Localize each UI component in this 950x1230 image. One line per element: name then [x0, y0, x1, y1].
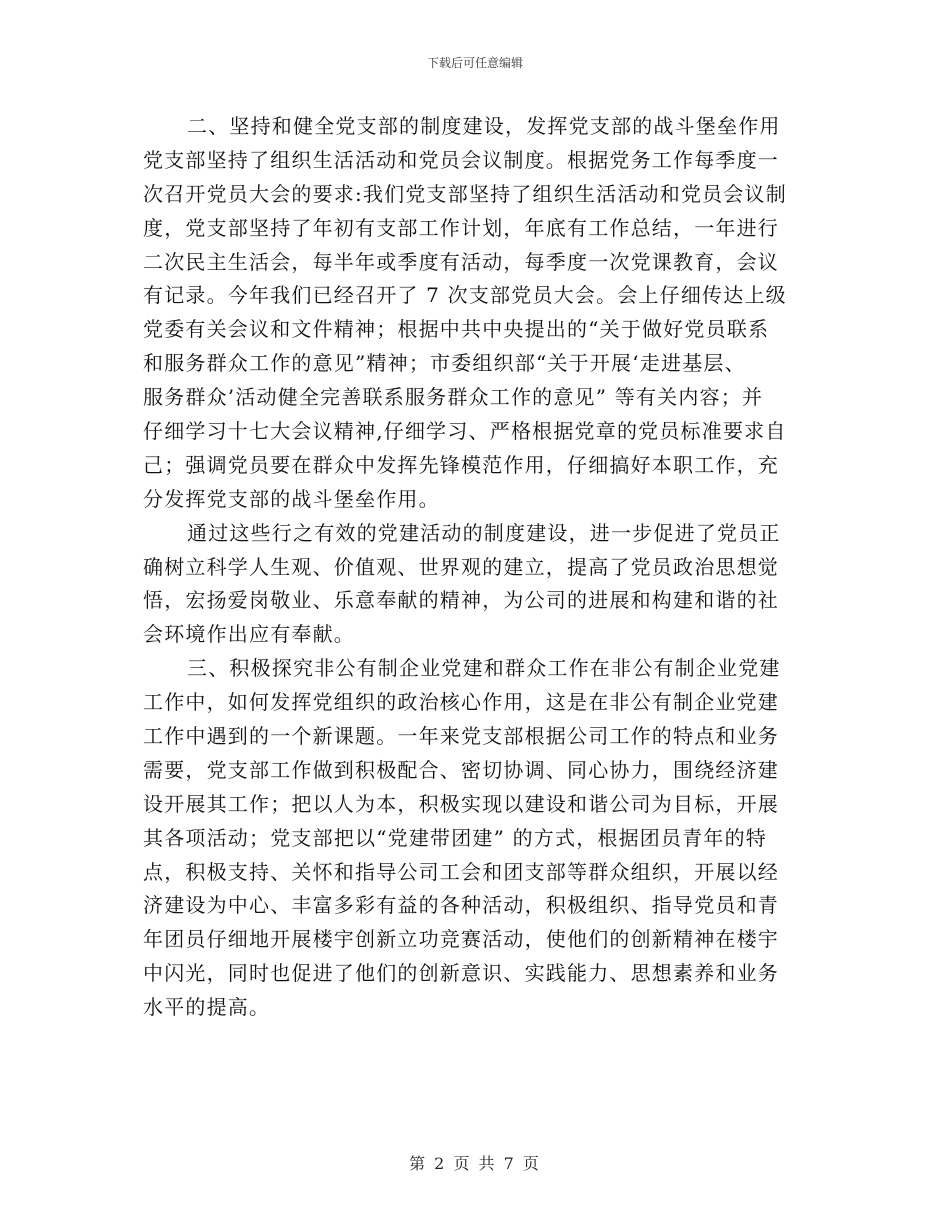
text-line: 工作中，如何发挥党组织的政治核心作用，这是在非公有制企业党建: [143, 690, 779, 715]
text-line: 二次民主生活会，每半年或季度有活动，每季度一次党课教育，会议: [143, 249, 779, 274]
document-body: [143, 110, 813, 1025]
text-line: 二、坚持和健全党支部的制度建设，发挥党支部的战斗堡垒作用: [187, 114, 781, 138]
text-line: 年团员仔细地开展楼宇创新立功竞赛活动，使他们的创新精神在楼宇: [143, 927, 779, 952]
text-line: 党委有关会议和文件精神；根据中共中央提出的“关于做好党员联系: [143, 317, 770, 342]
text-line: 分发挥党支部的战斗堡垒作用。: [143, 486, 440, 511]
text-line: 悟，宏扬爱岗敬业、乐意奉献的精神，为公司的进展和构建和谐的社: [143, 588, 779, 613]
text-line: 中闪光，同时也促进了他们的创新意识、实践能力、思想素养和业务: [143, 961, 779, 986]
text-line: 仔细学习十七大会议精神,仔细学习、严格根据党章的党员标准要求自: [143, 419, 787, 444]
text-line: 党支部坚持了组织生活活动和党员会议制度。根据党务工作每季度一: [143, 147, 779, 172]
text-line: 通过这些行之有效的党建活动的制度建设，进一步促进了党员正: [187, 520, 781, 545]
text-line: 度，党支部坚持了年初有支部工作计划，年底有工作总结，一年进行: [143, 215, 779, 240]
text-line: 其各项活动；党支部把以“党建带团建” 的方式，根据团员青年的特: [143, 825, 768, 850]
text-line: 确树立科学人生观、价值观、世界观的建立，提高了党员政治思想觉: [143, 554, 779, 579]
text-line: 设开展其工作；把以人为本，积极实现以建设和谐公司为目标，开展: [143, 791, 779, 816]
page-number-footer: 第 2 页 共 7 页: [409, 1154, 541, 1173]
text-line: 点，积极支持、关怀和指导公司工会和团支部等群众组织，开展以经: [143, 859, 779, 884]
text-line: 和服务群众工作的意见”精神；市委组织部“关于开展‘走进基层、: [143, 351, 746, 376]
text-line: 有记录。今年我们已经召开了 7 次支部党员大会。会上仔细传达上级: [143, 283, 787, 308]
text-line: 需要，党支部工作做到积极配合、密切协调、同心协力，围绕经济建: [143, 757, 779, 782]
text-line: 己；强调党员要在群众中发挥先锋模范作用，仔细搞好本职工作，充: [143, 452, 779, 477]
text-line: 三、积极探究非公有制企业党建和群众工作在非公有制企业党建: [187, 656, 781, 681]
text-line: 济建设为中心、丰富多彩有益的各种活动，积极组织、指导党员和青: [143, 893, 779, 918]
text-line: 服务群众’活动健全完善联系服务群众工作的意见” 等有关内容；并: [143, 385, 764, 410]
text-line: 水平的提高。: [143, 995, 271, 1020]
text-line: 次召开党员大会的要求:我们党支部坚持了组织生活活动和党员会议制: [143, 181, 787, 206]
header-note: 下载后可任意编辑: [426, 56, 523, 70]
text-line: 工作中遇到的一个新课题。一年来党支部根据公司工作的特点和业务: [143, 724, 779, 749]
text-line: 会环境作出应有奉献。: [143, 622, 355, 647]
